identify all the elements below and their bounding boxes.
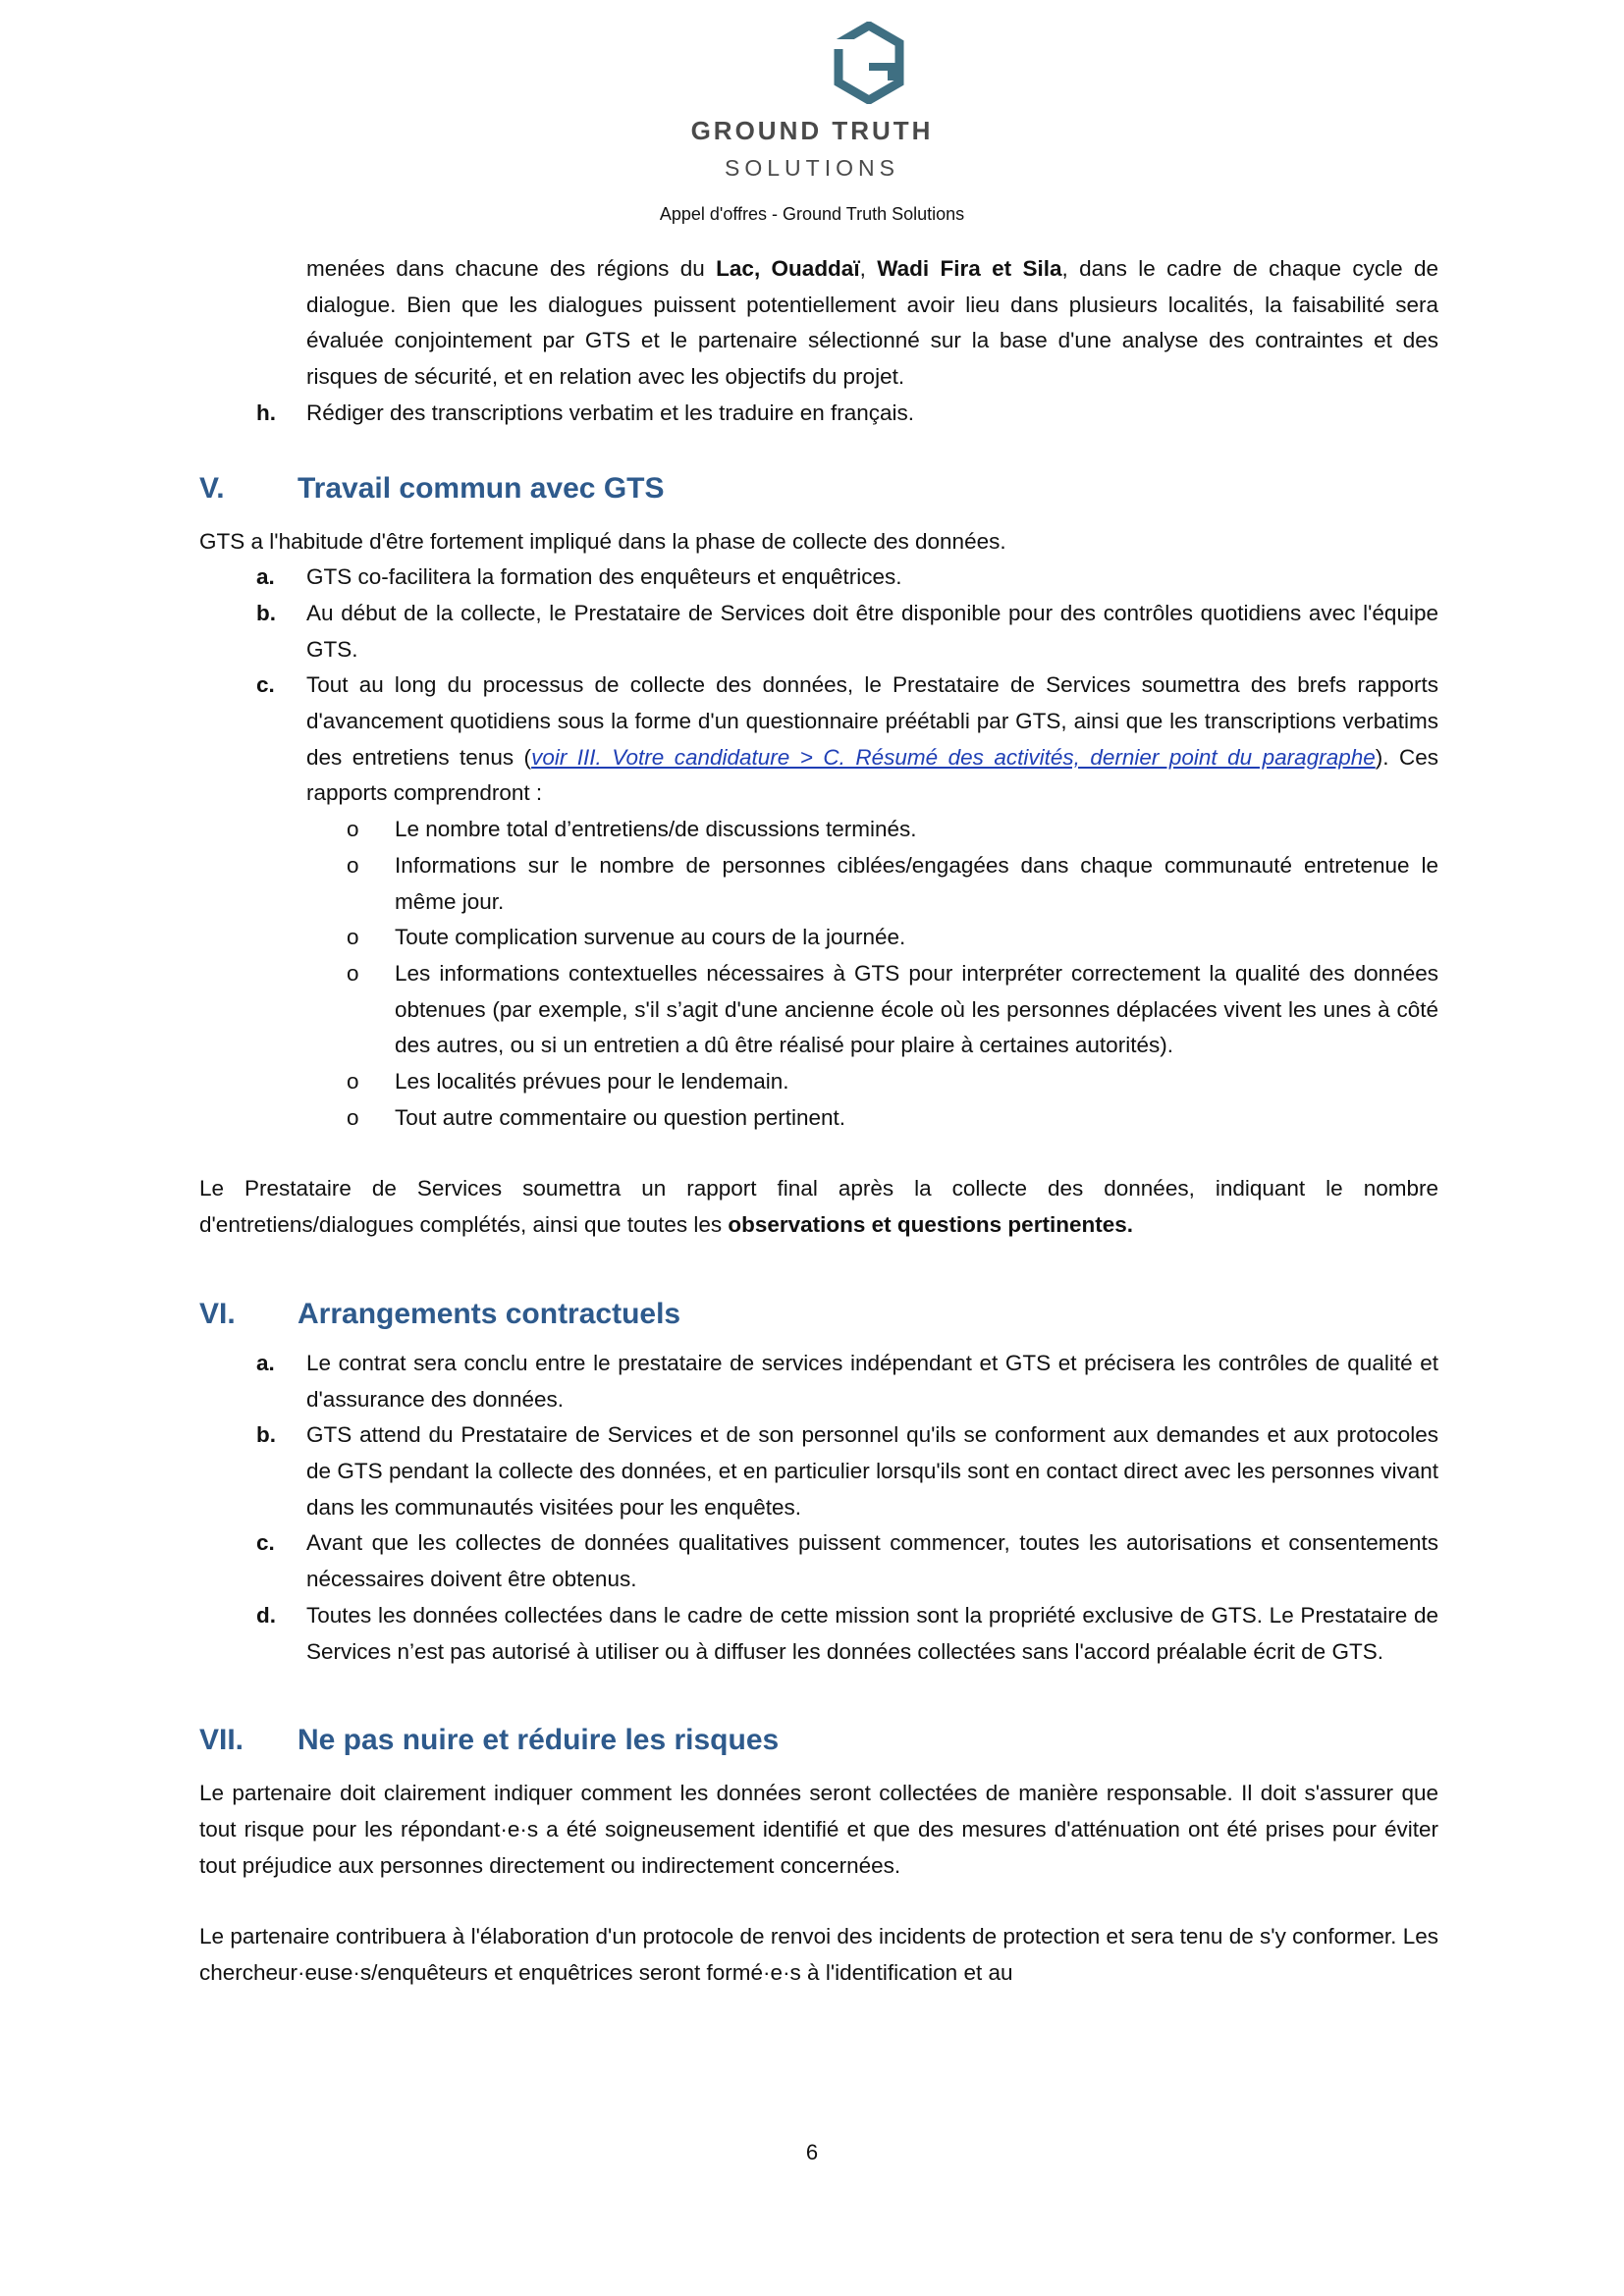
section-heading-v: V. Travail commun avec GTS: [199, 471, 665, 505]
bullet-marker: o: [347, 960, 359, 986]
list-item-h: h. Rédiger des transcriptions verbatim et les traduire en français.: [199, 396, 1438, 432]
bullet-item: o Les localités prévues pour le lendemain.: [199, 1064, 1438, 1100]
bullet-item: o Le nombre total d’entretiens/de discussions terminés.: [199, 812, 1438, 848]
section-v-final-paragraph: Le Prestataire de Services soumettra un rapport final après la collecte des données, indiquant le nombre d'entretiens/dialogues complétés, ainsi que toutes les observations et questions pertinentes.: [199, 1176, 1438, 1238]
list-item: d. Toutes les données collectées dans le cadre de cette mission sont la propriété exclusive de GTS. Le Prestataire de Services n’est pas autorisé à utiliser ou à diffuser les données collectées sans l'accord préalable écrit de GTS.: [256, 1602, 1438, 1664]
section-vii-paragraph-1: Le partenaire doit clairement indiquer comment les données seront collectées de manière responsable. Il doit s'assurer que tout risque pour les répondant·e·s a été soigneusement identifié et que des mesures d'atténuation ont été prises pour éviter tout préjudice aux personnes directement ou indirectement concernées.: [199, 1781, 1438, 1878]
brand-name: GROUND TRUTH: [690, 116, 934, 145]
brand-subname: SOLUTIONS: [725, 155, 899, 181]
bullet-marker: o: [347, 925, 359, 950]
list-item-c: c. Tout au long du processus de collecte des données, le Prestataire de Services soumettra des brefs rapports d'avancement quotidiens sous la forme d'un questionnaire préétabli par GTS, ainsi que les transcriptions verbatims des entretiens tenus (voir III. Votre candidature > C. Résumé des activités, dernier point du paragraphe). Ces rapports comprendront :: [256, 672, 1438, 806]
section-heading-vii: VII. Ne pas nuire et réduire les risques: [199, 1724, 780, 1757]
bullet-marker: o: [347, 1104, 359, 1130]
bullet-item: o Les informations contextuelles nécessaires à GTS pour interpréter correctement la qualité des données obtenues (par exemple, s'il s’agit d'une ancienne école où les personnes déplacées vivent les unes à côté des autres, ou si un entretien a dû être réalisé pour plaire à certaines autorités).: [199, 956, 1438, 1064]
bullet-marker: o: [347, 1069, 359, 1095]
list-letter: h.: [256, 400, 276, 425]
page-number: 6: [805, 2140, 819, 2164]
bullet-item: o Informations sur le nombre de personnes ciblées/engagées dans chaque communauté entretenue le même jour.: [199, 848, 1438, 920]
list-item-continuation: menées dans chacune des régions du Lac, Ouaddaï, Wadi Fira et Sila, dans le cadre de chaque cycle de dialogue. Bien que les dialogues puissent potentiellement avoir lieu dans plusieurs localités, la faisabilité sera évaluée conjointement par GTS et le partenaire sélectionné sur la base d'une analyse des contraintes et des risques de sécurité, et en relation avec les objectifs du projet.: [306, 256, 1438, 390]
list-item: b. GTS attend du Prestataire de Services et de son personnel qu'ils se conforment aux demandes et aux protocoles de GTS pendant la collecte des données, et en particulier lorsqu'ils sont en contact direct avec les personnes vivant dans les communautés visitées pour les enquêtes.: [256, 1422, 1438, 1520]
list-item: a. Le contrat sera conclu entre le prestataire de services indépendant et GTS et précisera les contrôles de qualité et d'assurance des données.: [256, 1350, 1438, 1412]
cross-reference-link[interactable]: voir III. Votre candidature > C. Résumé des activités, dernier point du paragraphe: [531, 744, 1376, 770]
bullet-item: o Tout autre commentaire ou question pertinent.: [199, 1100, 1438, 1137]
header-title: Appel d'offres - Ground Truth Solutions: [659, 204, 965, 224]
section-v-intro: GTS a l'habitude d'être fortement impliqué dans la phase de collecte des données.: [199, 528, 1006, 554]
gts-logo-icon: [833, 22, 905, 104]
bullet-marker: o: [347, 817, 359, 842]
list-item: a. GTS co-facilitera la formation des enquêteurs et enquêtrices.: [256, 564, 902, 590]
section-vii-paragraph-2: Le partenaire contribuera à l'élaboration d'un protocole de renvoi des incidents de protection et sera tenu de s'y conformer. Les chercheur·euse·s/enquêteurs et enquêtrices seront formé·e·s à l'identification et au: [199, 1924, 1438, 1986]
list-item: b. Au début de la collecte, le Prestataire de Services doit être disponible pour des contrôles quotidiens avec l'équipe GTS.: [256, 600, 1438, 662]
bullet-item: o Toute complication survenue au cours de la journée.: [199, 920, 1438, 956]
list-item: c. Avant que les collectes de données qualitatives puissent commencer, toutes les autorisations et consentements nécessaires doivent être obtenus.: [256, 1530, 1438, 1592]
section-heading-vi: VI. Arrangements contractuels: [199, 1297, 681, 1330]
bullet-marker: o: [347, 852, 359, 878]
document-body: [199, 251, 1438, 1992]
